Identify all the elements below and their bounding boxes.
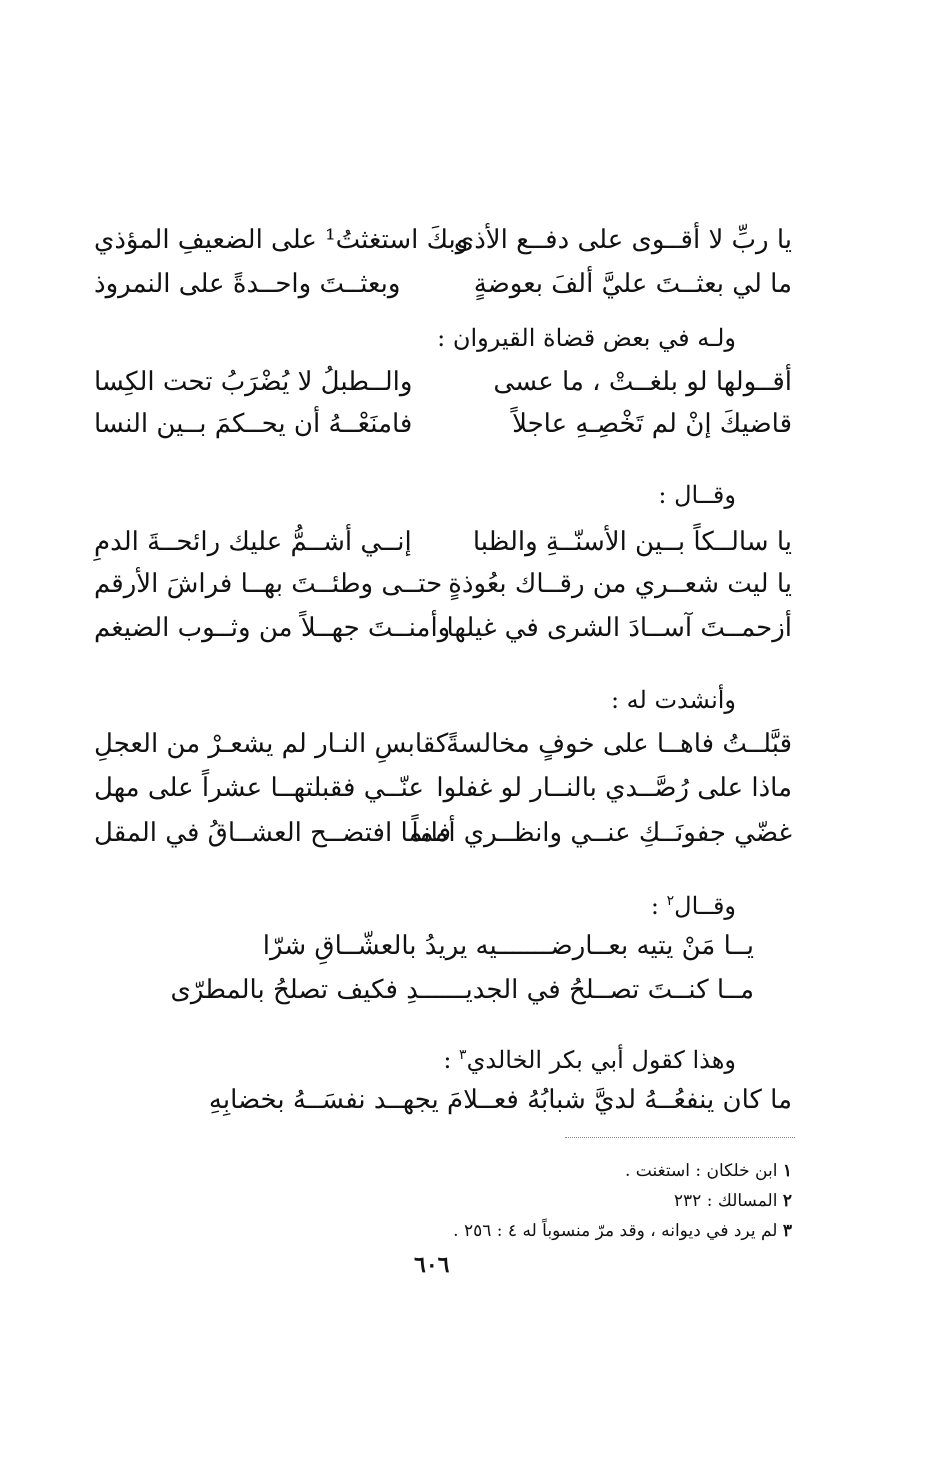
verse-line: مــا كنــتَ تصــلحُ في الجديــــــدِ فكيف تصلحُ بالمطرّى bbox=[170, 975, 754, 1005]
footnote-number: ٢ bbox=[782, 1191, 792, 1211]
poem-introduction bbox=[651, 884, 736, 923]
poem-introduction: وأنشدت له : bbox=[610, 686, 736, 714]
verse-left-hemistich: فانما افتضــح العشــاقُ في المقل bbox=[94, 818, 451, 848]
verse-right-hemistich: ماذا على رُصَّــدي بالنــار لو غفلوا bbox=[436, 773, 792, 803]
intro-text: وهذا كقول أبي بكر الخالدي bbox=[466, 1046, 736, 1074]
footnote-number: ٣ bbox=[782, 1221, 792, 1241]
verse-left-hemistich: وبكَ استغثتُ¹ على الضعيفِ المؤذي bbox=[94, 225, 469, 255]
verse-left-hemistich: إنــي أشــمُّ عليك رائحــةَ الدمِ bbox=[94, 527, 412, 557]
footnote bbox=[625, 1159, 792, 1183]
footnote-text: ابن خلكان : استغنت . bbox=[625, 1161, 778, 1181]
verse-right-hemistich: يا ربِّ لا أقــوى على دفــع الأذى bbox=[453, 225, 792, 255]
footnote-text: المسالك : ٢٣٢ bbox=[673, 1191, 778, 1211]
intro-colon: : bbox=[650, 892, 667, 920]
verse-right-hemistich: غضّي جفونَــكِ عنــي وانظــري أمماً bbox=[411, 818, 792, 848]
verse-left-hemistich: كقابسِ النـار لم يشعـرْ من العجلِ bbox=[94, 729, 449, 759]
verse-right-hemistich: أزحمــتَ آســادَ الشرى في غيلها bbox=[446, 613, 792, 643]
poem-introduction bbox=[443, 1038, 736, 1077]
verse-right-hemistich: أقــولها لو بلغــتْ ، ما عسى bbox=[493, 367, 792, 397]
intro-text: وقــال bbox=[674, 892, 736, 920]
footnote-separator bbox=[565, 1137, 795, 1138]
verse-line: يــا مَنْ يتيه بعــارضـــــــيه يريدُ بالعشّــاقِ شرّا bbox=[262, 931, 754, 961]
verse-left-hemistich: حتــى وطئــتَ بهــا فراشَ الأرقم bbox=[94, 569, 443, 599]
intro-colon: : bbox=[443, 1046, 460, 1074]
verse-right-hemistich: قاضيكَ إنْ لم تَخْصِـهِ عاجلاً bbox=[512, 409, 792, 439]
verse-right-hemistich: ما لي بعثــتَ عليَّ ألفَ بعوضةٍ bbox=[473, 269, 792, 299]
verse-left-hemistich: وأمنــتَ جهــلاً من وثــوب الضيغم bbox=[94, 613, 451, 643]
verse-left-hemistich: فامنَعْــهُ أن يحــكمَ بــين النسا bbox=[94, 409, 413, 439]
poem-introduction: ولـه في بعض قضاة القيروان : bbox=[437, 324, 736, 352]
footnote-ref: ٢ bbox=[666, 893, 675, 909]
verse-right-hemistich: قبَّلــتُ فاهــا على خوفٍ مخالسةً bbox=[446, 729, 792, 759]
verse-line: ما كان ينفعُــهُ لديَّ شبابُهُ فعــلامَ يجهــد نفسَــهُ بخضابِهِ bbox=[208, 1085, 792, 1115]
footnote bbox=[453, 1219, 792, 1243]
page-number: ٦٠٦ bbox=[414, 1252, 450, 1278]
verse-left-hemistich: وبعثــتَ واحــدةً على النمروذ bbox=[94, 269, 401, 299]
poem-introduction: وقــال : bbox=[658, 481, 736, 509]
footnote-number: ١ bbox=[782, 1161, 792, 1181]
verse-left-hemistich: عنّــي فقبلتهــا عشراً على مهل bbox=[94, 773, 425, 803]
footnote-text: لم يرد في ديوانه ، وقد مرّ منسوباً له ٤ : ٢٥٦ . bbox=[453, 1221, 778, 1241]
verse-left-hemistich: والــطبلُ لا يُضْرَبُ تحت الكِسا bbox=[94, 367, 413, 397]
footnote-ref: ٣ bbox=[459, 1047, 467, 1063]
footnote bbox=[674, 1189, 792, 1213]
verse-right-hemistich: يا ليت شعــري من رقــاك بعُوذةٍ bbox=[448, 569, 792, 599]
verse-right-hemistich: يا سالــكاً بــين الأسنّــةِ والظبا bbox=[472, 527, 792, 557]
